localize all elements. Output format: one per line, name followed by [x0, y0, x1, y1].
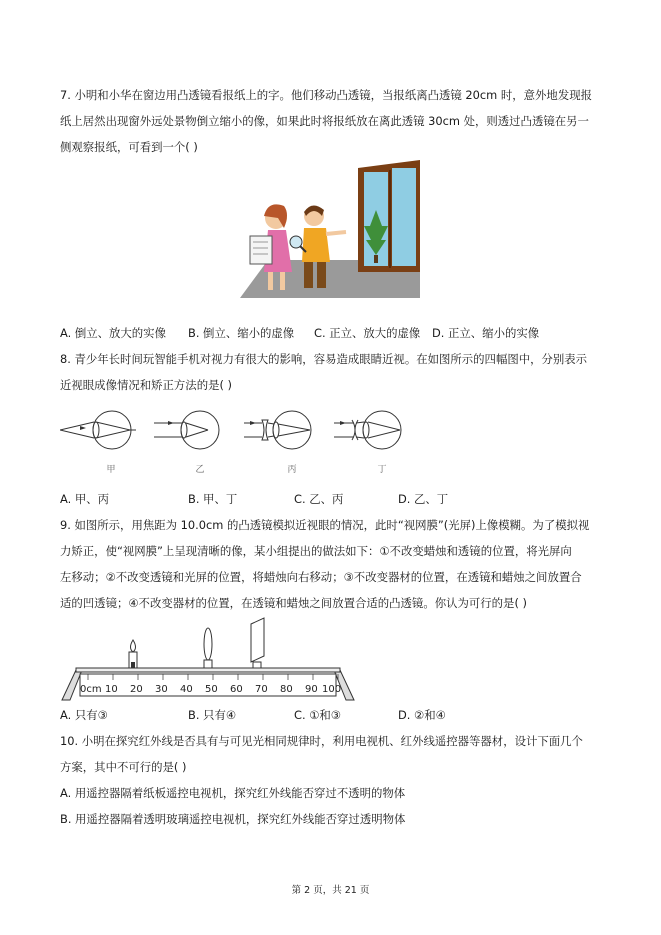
q8-caption-bing: 丙	[287, 465, 297, 475]
q7-option-d: D. 正立、缩小的实像	[432, 326, 540, 340]
q8-caption-ding: 丁	[377, 465, 387, 475]
eye-diagrams	[60, 408, 430, 460]
q7-option-a: A. 倒立、放大的实像	[60, 326, 166, 340]
q9-line-4: 适的凹透镜；④不改变器材的位置，在透镜和蜡烛之间放置合适的凸透镜。你认为可行的是( )	[60, 596, 527, 610]
q9-option-a: A. 只有③	[60, 708, 108, 722]
ruler-label-70: 70	[255, 684, 268, 695]
q8-caption-yi: 乙	[195, 465, 205, 475]
q8-option-b: B. 甲、丁	[188, 492, 238, 506]
q9-option-b: B. 只有④	[188, 708, 237, 722]
ruler-label-30: 30	[155, 684, 168, 695]
ruler-label-100: 100	[322, 684, 342, 695]
q9-line-3: 左移动；②不改变透镜和光屏的位置，将蜡烛向右移动；③不改变器材的位置，在透镜和蜡烛之间放置合	[60, 570, 582, 584]
q9-line-2: 力矫正，使“视网膜”上呈现清晰的像，某小组提出的做法如下：①不改变蜡烛和透镜的位置，将光屏向	[60, 544, 572, 558]
q9-option-c: C. ①和③	[294, 708, 342, 722]
q10-option-a: A. 用遥控器隔着纸板遥控电视机，探究红外线能否穿过不透明的物体	[60, 786, 406, 800]
ruler-label-0: 0cm	[80, 684, 102, 695]
q7-line-1: 7. 小明和小华在窗边用凸透镜看报纸上的字。他们移动凸透镜，当报纸离凸透镜 20cm 时，意外地发现报	[60, 88, 592, 102]
q7-line-3: 侧观察报纸，可看到一个( )	[60, 140, 198, 154]
ruler-label-10: 10	[105, 684, 118, 695]
q8-line-1: 8. 青少年长时间玩智能手机对视力有很大的影响，容易造成眼睛近视。在如图所示的四幅图中，分别表示	[60, 352, 588, 366]
q9-option-d: D. ②和④	[398, 708, 446, 722]
ruler-label-20: 20	[130, 684, 143, 695]
page-footer: 第 2 页，共 21 页	[291, 885, 370, 896]
q7-option-c: C. 正立、放大的虚像	[314, 326, 421, 340]
children-window-illustration	[238, 160, 422, 300]
q10-line-1: 10. 小明在探究红外线是否具有与可见光相同规律时，利用电视机、红外线遥控器等器材，设计下面几个	[60, 734, 583, 748]
ruler-label-40: 40	[180, 684, 193, 695]
ruler-label-90: 90	[305, 684, 318, 695]
ruler-label-60: 60	[230, 684, 243, 695]
q9-line-1: 9. 如图所示，用焦距为 10.0cm 的凸透镜模拟近视眼的情况，此时“视网膜”(光屏)上像模糊。为了模拟视	[60, 518, 590, 532]
q8-option-c: C. 乙、丙	[294, 492, 344, 506]
q7-line-2: 纸上居然出现窗外远处景物倒立缩小的像，如果此时将报纸放在离此透镜 30cm 处，则透过凸透镜在另一	[60, 114, 589, 128]
q8-caption-jia: 甲	[106, 465, 116, 475]
q10-line-2: 方案，其中不可行的是( )	[60, 760, 187, 774]
q7-option-b: B. 倒立、缩小的虚像	[188, 326, 295, 340]
q8-option-a: A. 甲、丙	[60, 492, 110, 506]
q8-line-2: 近视眼成像情况和矫正方法的是( )	[60, 378, 232, 392]
q10-option-b: B. 用遥控器隔着透明玻璃遥控电视机，探究红外线能否穿过透明物体	[60, 812, 406, 826]
q8-option-d: D. 乙、丁	[398, 492, 449, 506]
ruler-label-80: 80	[280, 684, 293, 695]
ruler-label-50: 50	[205, 684, 218, 695]
